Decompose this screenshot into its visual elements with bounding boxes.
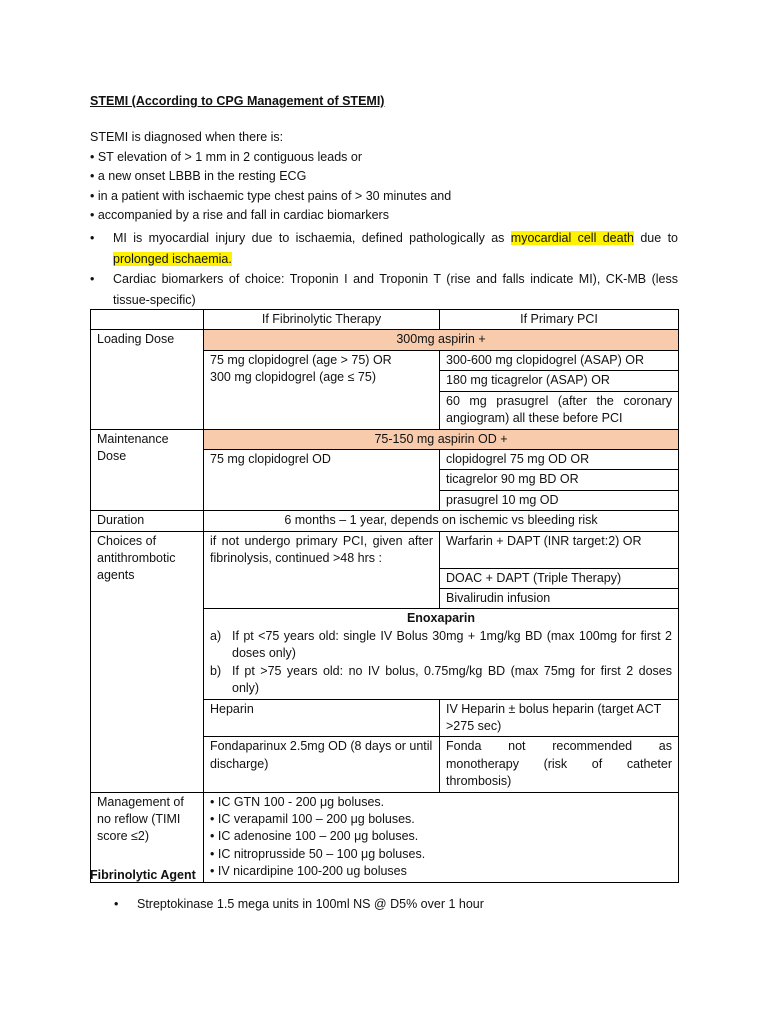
- enoxaparin-cell: [204, 609, 679, 699]
- table-header-row: [91, 310, 679, 330]
- criteria-lead: STEMI is diagnosed when there is:: [90, 130, 284, 144]
- bullet-icon: •: [90, 231, 95, 245]
- no-reflow-item: • IC verapamil 100 – 200 μg boluses.: [210, 811, 415, 826]
- fondaparinux-cell: Fondaparinux 2.5mg OD (8 days or until discharge): [204, 737, 440, 792]
- bullet-icon: •: [114, 897, 119, 911]
- loading-fib-cell: [204, 350, 440, 429]
- mi-definition-bullet: • MI is myocardial injury due to ischaemia, defined pathologically as myocardial cell death due to prolonged ischaemia.: [90, 228, 678, 269]
- header-empty: [91, 310, 204, 330]
- fibrinolytic-heading: Fibrinolytic Agent: [90, 868, 196, 882]
- loading-pci-option: 60 mg prasugrel (after the coronary angiogram) all these before PCI: [440, 391, 678, 429]
- loading-pci-option: 300-600 mg clopidogrel (ASAP) OR: [446, 352, 645, 367]
- loading-pci-option: 180 mg ticagrelor (ASAP) OR: [440, 370, 678, 390]
- no-reflow-cell: [204, 792, 679, 882]
- maintenance-dose-label: Maintenance Dose: [91, 429, 204, 511]
- loading-fib-line: 300 mg clopidogrel (age ≤ 75): [210, 370, 376, 385]
- maintenance-pci-option: ticagrelor 90 mg BD OR: [440, 469, 678, 489]
- document-title: STEMI (According to CPG Management of STEMI): [90, 94, 385, 108]
- no-reflow-item: • IC nitroprusside 50 – 100 μg boluses.: [210, 846, 426, 861]
- maintenance-banner-row: [91, 429, 679, 449]
- fondaparinux-pci-cell: Fonda not recommended as monotherapy (risk of catheter thrombosis): [440, 737, 679, 792]
- enoxaparin-option-b: b) If pt >75 years old: no IV bolus, 0.75mg/kg BD (max 75mg for first 2 doses only): [210, 663, 672, 696]
- no-reflow-item: • IC GTN 100 - 200 μg boluses.: [210, 794, 385, 809]
- biomarkers-text: Cardiac biomarkers of choice: Troponin I and Troponin T (rise and falls indicate MI), CK-MB (less tissue-specific): [113, 272, 678, 307]
- highlight-cell-death: myocardial cell death: [510, 231, 634, 245]
- loading-dose-label: Loading Dose: [91, 330, 204, 429]
- antithrombotic-pci-option: Warfarin + DAPT (INR target:2) OR: [446, 533, 642, 548]
- heparin-pci-cell: IV Heparin ± bolus heparin (target ACT >275 sec): [440, 699, 679, 737]
- header-primary-pci: If Primary PCI: [440, 310, 679, 330]
- antithrombotic-fib-cell: if not undergo primary PCI, given after fibrinolysis, continued >48 hrs :: [204, 531, 440, 609]
- no-reflow-label: Management of no reflow (TIMI score ≤2): [91, 792, 204, 882]
- maintenance-aspirin-banner: 75-150 mg aspirin OD +: [204, 429, 679, 449]
- highlight-prolonged-ischaemia: prolonged ischaemia.: [113, 251, 232, 266]
- maintenance-pci-option: prasugrel 10 mg OD: [440, 490, 678, 510]
- criteria-item: • accompanied by a rise and fall in cardiac biomarkers: [90, 208, 389, 223]
- duration-label: Duration: [91, 511, 204, 531]
- loading-banner-row: [91, 330, 679, 350]
- duration-value: 6 months – 1 year, depends on ischemic vs bleeding risk: [204, 511, 679, 531]
- duration-row: [91, 511, 679, 531]
- antithrombotic-label: Choices of antithrombotic agents: [91, 531, 204, 792]
- stemi-treatment-table: [90, 309, 679, 883]
- maintenance-pci-option: clopidogrel 75 mg OD OR: [446, 452, 590, 467]
- loading-pci-cell: [440, 350, 679, 429]
- antithrombotic-pci-option: DOAC + DAPT (Triple Therapy): [440, 568, 678, 588]
- fibrinolytic-item-text: Streptokinase 1.5 mega units in 100ml NS @ D5% over 1 hour: [137, 897, 484, 911]
- enoxaparin-option-a: a) If pt <75 years old: single IV Bolus 30mg + 1mg/kg BD (max 100mg for first 2 doses only): [210, 628, 672, 661]
- fibrinolytic-item: [90, 897, 484, 911]
- antithrombotic-pci-cell: [440, 531, 679, 609]
- enoxaparin-title: Enoxaparin: [406, 611, 476, 626]
- biomarkers-bullet: [90, 269, 678, 310]
- loading-fib-line: 75 mg clopidogrel (age > 75) OR: [210, 352, 392, 367]
- header-fibrinolytic: If Fibrinolytic Therapy: [204, 310, 440, 330]
- antithrombotic-pci-option: Bivalirudin infusion: [440, 588, 678, 608]
- heparin-cell: Heparin: [204, 699, 440, 737]
- diagnosis-criteria: [90, 128, 680, 226]
- maintenance-pci-cell: [440, 450, 679, 511]
- maintenance-fib-cell: 75 mg clopidogrel OD: [204, 450, 440, 511]
- antithrombotic-row: [91, 531, 679, 609]
- criteria-item: • in a patient with ischaemic type chest pains of > 30 minutes and: [90, 188, 452, 203]
- bullet-icon: •: [90, 272, 95, 286]
- criteria-item: • a new onset LBBB in the resting ECG: [90, 169, 307, 184]
- no-reflow-item: • IV nicardipine 100-200 ug boluses: [210, 864, 407, 879]
- no-reflow-item: • IC adenosine 100 – 200 μg boluses.: [210, 829, 419, 844]
- loading-aspirin-banner: 300mg aspirin +: [204, 330, 679, 350]
- criteria-item: • ST elevation of > 1 mm in 2 contiguous leads or: [90, 149, 363, 164]
